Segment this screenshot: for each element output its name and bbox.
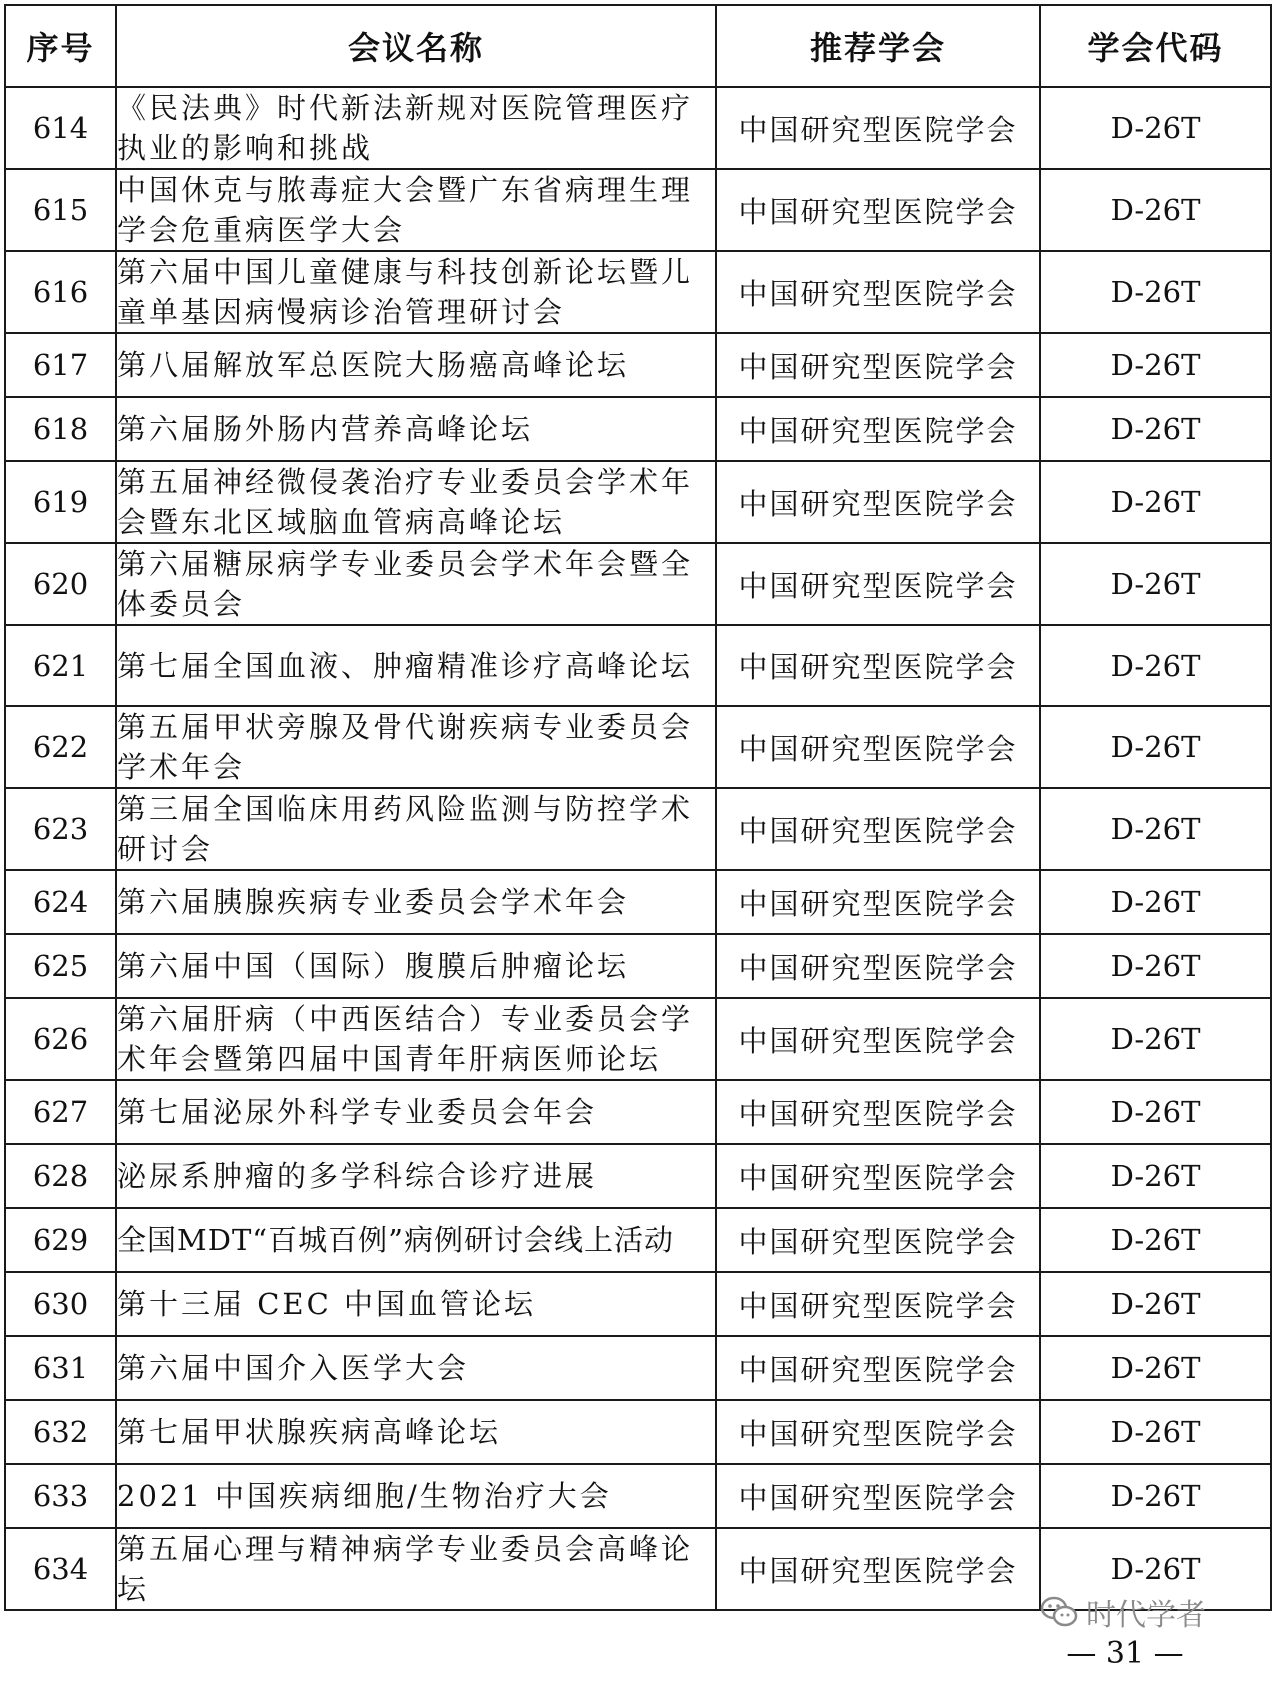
table-row bbox=[5, 998, 1271, 1080]
table-row bbox=[5, 625, 1271, 706]
row-name: 第六届中国儿童健康与科技创新论坛暨儿童单基因病慢病诊治管理研讨会 bbox=[116, 251, 716, 333]
row-society: 中国研究型医院学会 bbox=[716, 870, 1040, 934]
row-society: 中国研究型医院学会 bbox=[716, 1400, 1040, 1464]
row-no: 634 bbox=[5, 1528, 116, 1610]
row-code: D-26T bbox=[1040, 1400, 1271, 1464]
table-row bbox=[5, 1144, 1271, 1208]
row-society: 中国研究型医院学会 bbox=[716, 251, 1040, 333]
row-society: 中国研究型医院学会 bbox=[716, 1080, 1040, 1144]
row-society: 中国研究型医院学会 bbox=[716, 706, 1040, 788]
meetings-table bbox=[4, 4, 1272, 1611]
row-society: 中国研究型医院学会 bbox=[716, 625, 1040, 706]
row-society: 中国研究型医院学会 bbox=[716, 461, 1040, 543]
row-society: 中国研究型医院学会 bbox=[716, 169, 1040, 251]
table-row bbox=[5, 1400, 1271, 1464]
row-no: 616 bbox=[5, 251, 116, 333]
row-code: D-26T bbox=[1040, 461, 1271, 543]
row-society: 中国研究型医院学会 bbox=[716, 934, 1040, 998]
row-code: D-26T bbox=[1040, 169, 1271, 251]
table-row bbox=[5, 169, 1271, 251]
row-no: 620 bbox=[5, 543, 116, 625]
row-society: 中国研究型医院学会 bbox=[716, 543, 1040, 625]
row-society: 中国研究型医院学会 bbox=[716, 333, 1040, 397]
row-no: 623 bbox=[5, 788, 116, 870]
row-code: D-26T bbox=[1040, 1208, 1271, 1272]
table-row bbox=[5, 397, 1271, 461]
row-code: D-26T bbox=[1040, 1080, 1271, 1144]
table-row bbox=[5, 788, 1271, 870]
table-row bbox=[5, 333, 1271, 397]
row-no: 632 bbox=[5, 1400, 116, 1464]
table-row bbox=[5, 251, 1271, 333]
row-no: 622 bbox=[5, 706, 116, 788]
row-name: 第六届胰腺疾病专业委员会学术年会 bbox=[116, 870, 716, 934]
row-society: 中国研究型医院学会 bbox=[716, 1208, 1040, 1272]
row-code: D-26T bbox=[1040, 1528, 1271, 1610]
header-code: 学会代码 bbox=[1040, 5, 1271, 87]
row-no: 615 bbox=[5, 169, 116, 251]
row-code: D-26T bbox=[1040, 934, 1271, 998]
table-row bbox=[5, 1080, 1271, 1144]
table-row bbox=[5, 1272, 1271, 1336]
table-header-row bbox=[5, 5, 1271, 87]
table-row bbox=[5, 870, 1271, 934]
row-name: 第七届甲状腺疾病高峰论坛 bbox=[116, 1400, 716, 1464]
row-society: 中国研究型医院学会 bbox=[716, 1336, 1040, 1400]
row-no: 618 bbox=[5, 397, 116, 461]
row-code: D-26T bbox=[1040, 1464, 1271, 1528]
row-no: 617 bbox=[5, 333, 116, 397]
row-society: 中国研究型医院学会 bbox=[716, 87, 1040, 169]
row-name: 第十三届 CEC 中国血管论坛 bbox=[116, 1272, 716, 1336]
row-no: 633 bbox=[5, 1464, 116, 1528]
header-society: 推荐学会 bbox=[716, 5, 1040, 87]
row-name: 第五届神经微侵袭治疗专业委员会学术年会暨东北区域脑血管病高峰论坛 bbox=[116, 461, 716, 543]
row-name: 第六届肝病（中西医结合）专业委员会学术年会暨第四届中国青年肝病医师论坛 bbox=[116, 998, 716, 1080]
row-no: 627 bbox=[5, 1080, 116, 1144]
row-code: D-26T bbox=[1040, 87, 1271, 169]
row-name: 第五届心理与精神病学专业委员会高峰论坛 bbox=[116, 1528, 716, 1610]
header-name: 会议名称 bbox=[116, 5, 716, 87]
row-no: 625 bbox=[5, 934, 116, 998]
row-name: 第七届泌尿外科学专业委员会年会 bbox=[116, 1080, 716, 1144]
row-name: 第六届肠外肠内营养高峰论坛 bbox=[116, 397, 716, 461]
row-code: D-26T bbox=[1040, 998, 1271, 1080]
row-code: D-26T bbox=[1040, 1336, 1271, 1400]
row-code: D-26T bbox=[1040, 1144, 1271, 1208]
table-row bbox=[5, 461, 1271, 543]
row-name: 第三届全国临床用药风险监测与防控学术研讨会 bbox=[116, 788, 716, 870]
row-code: D-26T bbox=[1040, 706, 1271, 788]
row-code: D-26T bbox=[1040, 788, 1271, 870]
row-society: 中国研究型医院学会 bbox=[716, 397, 1040, 461]
row-code: D-26T bbox=[1040, 870, 1271, 934]
row-society: 中国研究型医院学会 bbox=[716, 1272, 1040, 1336]
table-row bbox=[5, 87, 1271, 169]
row-no: 614 bbox=[5, 87, 116, 169]
row-name: 第六届糖尿病学专业委员会学术年会暨全体委员会 bbox=[116, 543, 716, 625]
row-no: 629 bbox=[5, 1208, 116, 1272]
row-no: 621 bbox=[5, 625, 116, 706]
row-code: D-26T bbox=[1040, 625, 1271, 706]
row-name: 第八届解放军总医院大肠癌高峰论坛 bbox=[116, 333, 716, 397]
row-name: 第七届全国血液、肿瘤精准诊疗高峰论坛 bbox=[116, 625, 716, 706]
row-code: D-26T bbox=[1040, 251, 1271, 333]
row-no: 626 bbox=[5, 998, 116, 1080]
table-row bbox=[5, 543, 1271, 625]
row-name: 《民法典》时代新法新规对医院管理医疗执业的影响和挑战 bbox=[116, 87, 716, 169]
row-name: 第五届甲状旁腺及骨代谢疾病专业委员会学术年会 bbox=[116, 706, 716, 788]
row-code: D-26T bbox=[1040, 543, 1271, 625]
row-society: 中国研究型医院学会 bbox=[716, 788, 1040, 870]
header-no: 序号 bbox=[5, 5, 116, 87]
row-no: 624 bbox=[5, 870, 116, 934]
row-name: 泌尿系肿瘤的多学科综合诊疗进展 bbox=[116, 1144, 716, 1208]
row-code: D-26T bbox=[1040, 333, 1271, 397]
row-name: 2021 中国疾病细胞/生物治疗大会 bbox=[116, 1464, 716, 1528]
row-no: 628 bbox=[5, 1144, 116, 1208]
watermark bbox=[1040, 1590, 1206, 1634]
row-society: 中国研究型医院学会 bbox=[716, 1464, 1040, 1528]
watermark-text: 时代学者 bbox=[1086, 1598, 1206, 1633]
row-name: 中国休克与脓毒症大会暨广东省病理生理学会危重病医学大会 bbox=[116, 169, 716, 251]
table-row bbox=[5, 1208, 1271, 1272]
row-no: 631 bbox=[5, 1336, 116, 1400]
table-row bbox=[5, 1464, 1271, 1528]
table-row bbox=[5, 1336, 1271, 1400]
row-code: D-26T bbox=[1040, 1272, 1271, 1336]
row-society: 中国研究型医院学会 bbox=[716, 1528, 1040, 1610]
page-number: — 31 — bbox=[1066, 1636, 1184, 1671]
row-society: 中国研究型医院学会 bbox=[716, 1144, 1040, 1208]
row-society: 中国研究型医院学会 bbox=[716, 998, 1040, 1080]
row-name: 第六届中国介入医学大会 bbox=[116, 1336, 716, 1400]
row-code: D-26T bbox=[1040, 397, 1271, 461]
table-row bbox=[5, 934, 1271, 998]
row-name: 全国MDT“百城百例”病例研讨会线上活动 bbox=[116, 1208, 716, 1272]
table-row bbox=[5, 706, 1271, 788]
chat-bubble-icon bbox=[1040, 1595, 1078, 1629]
row-name: 第六届中国（国际）腹膜后肿瘤论坛 bbox=[116, 934, 716, 998]
row-no: 619 bbox=[5, 461, 116, 543]
row-no: 630 bbox=[5, 1272, 116, 1336]
